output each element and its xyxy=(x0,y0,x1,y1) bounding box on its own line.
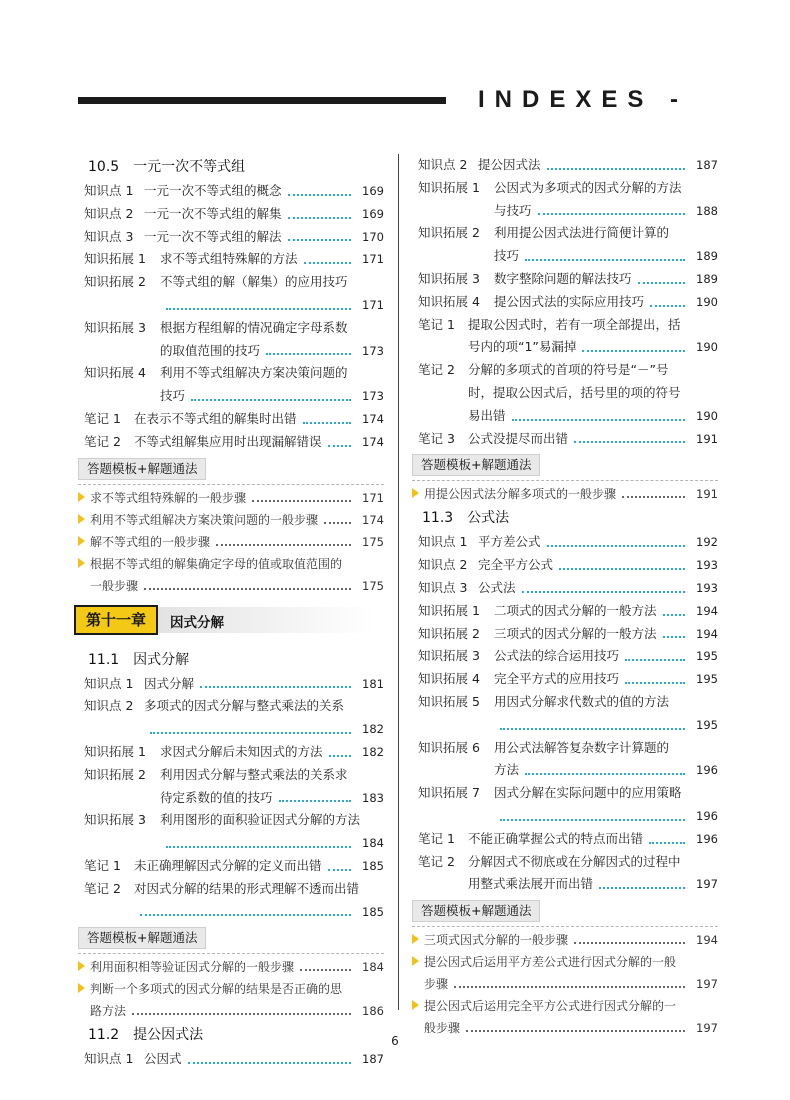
leader-dots xyxy=(574,942,685,944)
leader-dots xyxy=(547,545,685,547)
template-page: 175 xyxy=(362,578,384,593)
entry-page: 196 xyxy=(696,831,718,846)
entry-label: 知识点 2 xyxy=(418,557,468,573)
entry-title: 公式法的综合运用技巧 xyxy=(494,648,620,664)
entry-page: 193 xyxy=(696,580,718,595)
answer-template-badge: 答题模板+解题通法 xyxy=(412,454,540,476)
leader-dots xyxy=(303,422,351,424)
entry-title-cont: 待定系数的值的技巧 xyxy=(160,789,273,805)
entry-title: 根据方程组解的情况确定字母系数 xyxy=(160,319,348,335)
template-title: 判断一个多项式的因式分解的结果是否正确的思 xyxy=(90,982,343,997)
toc-entry[interactable] xyxy=(84,855,384,878)
entry-page: 185 xyxy=(362,858,384,873)
entry-page: 169 xyxy=(362,206,384,221)
toc-entry[interactable] xyxy=(84,180,384,203)
leader-dots xyxy=(500,819,685,821)
toc-entry[interactable] xyxy=(84,741,384,764)
column-divider xyxy=(398,154,399,1010)
triangle-bullet-icon xyxy=(78,536,85,546)
entry-label: 知识拓展 6 xyxy=(418,739,480,755)
entry-label: 知识点 3 xyxy=(84,228,134,244)
entry-page: 187 xyxy=(362,1052,384,1067)
triangle-bullet-icon xyxy=(412,934,419,944)
template-title: 提公因式后运用平方差公式进行因式分解的一般 xyxy=(424,955,677,970)
entry-label: 知识点 1 xyxy=(418,534,468,550)
toc-entry[interactable] xyxy=(84,203,384,226)
entry-title: 用因式分解求代数式的值的方法 xyxy=(494,693,670,709)
leader-dots xyxy=(522,591,685,593)
leader-dots xyxy=(324,522,351,524)
template-title: 根据不等式组的解集确定字母的值或取值范围的 xyxy=(90,556,343,571)
entry-page: 191 xyxy=(696,431,718,446)
entry-label: 知识拓展 1 xyxy=(418,602,480,618)
entry-label: 笔记 2 xyxy=(84,880,121,896)
entry-page: 187 xyxy=(696,158,718,172)
leader-dots xyxy=(252,500,351,502)
entry-title-cont: 时，提取公因式后，括号里的项的符号 xyxy=(468,384,681,400)
page-number: 6 xyxy=(391,1034,399,1048)
entry-title-cont: 方法 xyxy=(494,762,520,778)
leader-dots xyxy=(144,588,351,590)
template-entry[interactable] xyxy=(84,487,384,509)
entry-page: 171 xyxy=(362,297,384,312)
toc-entry[interactable] xyxy=(418,828,718,851)
entry-title: 不能正确掌握公式的特点而出错 xyxy=(468,830,644,846)
template-title-cont: 步骤 xyxy=(424,977,449,992)
leader-dots xyxy=(166,308,351,310)
triangle-bullet-icon xyxy=(78,558,85,568)
leader-dots xyxy=(574,441,685,443)
template-page: 184 xyxy=(362,960,384,975)
entry-label: 笔记 3 xyxy=(418,430,455,446)
toc-entry[interactable] xyxy=(418,782,718,828)
section-heading-11-1: 11.1 因式分解 xyxy=(88,651,190,668)
entry-title: 不等式组解集应用时出现漏解错误 xyxy=(134,433,322,449)
entry-title: 利用图形的面积验证因式分解的方法 xyxy=(160,812,361,828)
leader-dots xyxy=(625,682,685,684)
entry-page: 171 xyxy=(362,252,384,267)
left-column xyxy=(84,154,384,1071)
entry-label: 知识拓展 1 xyxy=(418,179,480,195)
entry-page: 193 xyxy=(696,558,718,573)
template-page: 197 xyxy=(696,977,718,992)
toc-entry[interactable] xyxy=(84,809,384,855)
entry-label: 知识拓展 4 xyxy=(418,293,480,309)
entry-page: 189 xyxy=(696,271,718,286)
leader-dots xyxy=(638,282,685,284)
section-heading-11-2: 11.2 提公因式法 xyxy=(88,1027,204,1044)
template-title: 提公因式后运用完全平方公式进行因式分解的一 xyxy=(424,999,677,1014)
entry-title: 公因式为多项式的因式分解的方法 xyxy=(494,179,682,195)
entry-page: 195 xyxy=(696,672,718,687)
toc-entry[interactable] xyxy=(418,645,718,668)
entry-title: 用公式法解答复杂数字计算题的 xyxy=(494,739,670,755)
entry-title: 一元一次不等式组的解法 xyxy=(144,228,282,244)
leader-dots xyxy=(547,168,685,170)
leader-dots xyxy=(300,969,351,971)
toc-entry[interactable] xyxy=(418,222,718,268)
leader-dots xyxy=(582,350,685,352)
toc-entry[interactable] xyxy=(418,668,718,691)
entry-label: 知识点 1 xyxy=(84,1051,134,1067)
entry-label: 笔记 1 xyxy=(84,410,121,426)
toc-entry[interactable] xyxy=(418,359,718,427)
template-page: 186 xyxy=(362,1004,384,1019)
entry-label: 知识拓展 2 xyxy=(418,625,480,641)
template-page: 171 xyxy=(362,490,384,505)
entry-page: 170 xyxy=(362,229,384,244)
leader-dots xyxy=(538,213,685,215)
toc-entry[interactable] xyxy=(84,362,384,408)
entry-page: 182 xyxy=(362,744,384,759)
template-title: 求不等式组特殊解的一般步骤 xyxy=(90,490,247,505)
leader-dots xyxy=(625,659,685,661)
leader-dots xyxy=(288,194,351,196)
template-title-cont: 一般步骤 xyxy=(90,578,139,593)
entry-title: 分解因式不彻底或在分解因式的过程中 xyxy=(468,853,681,869)
template-title: 三项式因式分解的一般步骤 xyxy=(424,933,569,948)
entry-title: 完全平方公式 xyxy=(478,557,554,573)
toc-entry[interactable] xyxy=(84,695,384,741)
entry-title: 数字整除问题的解法技巧 xyxy=(494,270,632,286)
entry-label: 笔记 1 xyxy=(418,316,455,332)
leader-dots xyxy=(328,869,351,871)
entry-title: 利用因式分解与整式乘法的关系求 xyxy=(160,766,348,782)
triangle-bullet-icon xyxy=(78,961,85,971)
leader-dots xyxy=(188,1062,351,1064)
template-title: 解不等式组的一般步骤 xyxy=(90,534,211,549)
entry-title: 求不等式组特殊解的方法 xyxy=(160,251,298,267)
entry-title: 分解的多项式的首项的符号是“－”号 xyxy=(468,362,669,378)
entry-title: 多项式的因式分解与整式乘法的关系 xyxy=(144,698,345,714)
entry-title: 因式分解 xyxy=(144,675,195,691)
leader-dots xyxy=(216,544,351,546)
entry-title: 在表示不等式组的解集时出错 xyxy=(134,410,297,426)
leader-dots xyxy=(650,305,685,307)
toc-entry[interactable] xyxy=(84,248,384,271)
triangle-bullet-icon xyxy=(78,492,85,502)
template-title: 用提公因式法分解多项式的一般步骤 xyxy=(424,487,617,502)
entry-label: 知识拓展 7 xyxy=(418,785,480,801)
triangle-bullet-icon xyxy=(78,983,85,993)
toc-entry[interactable] xyxy=(84,764,384,810)
triangle-bullet-icon xyxy=(412,488,419,498)
leader-dots xyxy=(304,262,351,264)
entry-label: 知识拓展 3 xyxy=(418,270,480,286)
leader-dots xyxy=(288,239,351,241)
entry-title: 因式分解在实际问题中的应用策略 xyxy=(494,785,682,801)
entry-title: 公式没提尽而出错 xyxy=(468,430,569,446)
entry-label: 笔记 2 xyxy=(418,853,455,869)
toc-entry[interactable] xyxy=(418,577,718,600)
entry-label: 知识拓展 4 xyxy=(418,671,480,687)
entry-page: 192 xyxy=(696,535,718,550)
entry-label: 知识拓展 4 xyxy=(84,365,146,381)
entry-label: 知识点 2 xyxy=(84,698,134,714)
header-title: INDEXES - xyxy=(478,86,689,113)
entry-page: 195 xyxy=(696,649,718,664)
entry-label: 知识点 1 xyxy=(84,675,134,691)
leader-dots xyxy=(166,846,351,848)
leader-dots xyxy=(599,887,685,889)
entry-page: 190 xyxy=(696,408,718,423)
template-title-cont: 路方法 xyxy=(90,1004,127,1019)
toc-entry[interactable] xyxy=(84,1048,384,1071)
toc-entry[interactable] xyxy=(418,314,718,360)
entry-label: 知识拓展 3 xyxy=(84,812,146,828)
leader-dots xyxy=(512,419,685,421)
entry-page: 174 xyxy=(362,434,384,449)
toc-entry[interactable] xyxy=(418,291,718,314)
entry-label: 知识拓展 5 xyxy=(418,693,480,709)
toc-entry[interactable] xyxy=(418,531,718,554)
leader-dots xyxy=(132,1013,351,1015)
template-page: 175 xyxy=(362,534,384,549)
entry-title-cont: 与技巧 xyxy=(494,202,532,218)
entry-label: 笔记 1 xyxy=(418,830,455,846)
entry-label: 知识拓展 1 xyxy=(84,743,146,759)
template-page: 197 xyxy=(696,1021,718,1036)
leader-dots xyxy=(663,636,685,638)
entry-label: 知识拓展 3 xyxy=(418,648,480,664)
right-column xyxy=(418,154,718,1039)
entry-title: 不等式组的解（解集）的应用技巧 xyxy=(160,274,348,290)
section-heading-10-5: 10.5 一元一次不等式组 xyxy=(88,159,246,175)
template-title: 利用面积相等验证因式分解的一般步骤 xyxy=(90,960,295,975)
triangle-bullet-icon xyxy=(78,514,85,524)
entry-label: 笔记 2 xyxy=(418,362,455,378)
entry-label: 知识点 1 xyxy=(84,183,134,198)
template-title-cont: 般步骤 xyxy=(424,1021,461,1036)
toc-entry[interactable] xyxy=(418,268,718,291)
leader-dots xyxy=(500,728,685,730)
entry-page: 174 xyxy=(362,411,384,426)
toc-entry[interactable] xyxy=(418,428,718,451)
dashed-rule xyxy=(412,926,718,927)
entry-title: 提取公因式时，若有一项全部提出，括 xyxy=(468,316,681,332)
entry-title-cont: 技巧 xyxy=(160,388,186,404)
toc-entry[interactable] xyxy=(84,317,384,363)
template-entry[interactable] xyxy=(84,531,384,553)
entry-title-cont: 的取值范围的技巧 xyxy=(160,342,261,358)
chapter-label: 第十一章 xyxy=(74,605,158,635)
toc-entry[interactable] xyxy=(84,226,384,249)
toc-entry[interactable] xyxy=(418,554,718,577)
section-heading-11-3: 11.3 公式法 xyxy=(422,510,510,527)
entry-label: 笔记 1 xyxy=(84,857,121,873)
toc-entry[interactable] xyxy=(84,878,384,924)
entry-title: 提公因式法的实际应用技巧 xyxy=(494,293,645,309)
entry-title: 利用不等式组解决方案决策问题的 xyxy=(160,365,348,381)
toc-entry[interactable] xyxy=(84,271,384,317)
entry-label: 知识拓展 3 xyxy=(84,319,146,335)
entry-title: 完全平方式的应用技巧 xyxy=(494,671,620,687)
entry-title-cont: 易出错 xyxy=(468,407,506,423)
entry-title: 公因式 xyxy=(144,1051,182,1067)
entry-title: 三项式的因式分解的一般方法 xyxy=(494,625,657,641)
leader-dots xyxy=(288,217,351,219)
answer-template-badge: 答题模板+解题通法 xyxy=(78,927,206,949)
toc-entry[interactable] xyxy=(418,177,718,223)
toc-entry[interactable] xyxy=(84,673,384,696)
triangle-bullet-icon xyxy=(412,1000,419,1010)
toc-entry[interactable] xyxy=(418,851,718,897)
answer-template-badge: 答题模板+解题通法 xyxy=(412,900,540,922)
template-page: 191 xyxy=(696,487,718,502)
entry-page: 196 xyxy=(696,763,718,778)
entry-label: 知识拓展 2 xyxy=(84,766,146,782)
leader-dots xyxy=(622,496,685,498)
leader-dots xyxy=(559,568,685,570)
entry-label: 笔记 2 xyxy=(84,433,121,449)
template-entry[interactable] xyxy=(418,951,718,995)
header-rule xyxy=(78,97,446,104)
toc-entry[interactable] xyxy=(418,623,718,646)
leader-dots xyxy=(454,986,685,988)
template-entry[interactable] xyxy=(418,995,718,1039)
leader-dots xyxy=(329,755,351,757)
entry-title: 平方差公式 xyxy=(478,534,541,550)
entry-label: 知识拓展 1 xyxy=(84,251,146,267)
entry-label: 知识点 3 xyxy=(418,579,468,595)
leader-dots xyxy=(525,259,685,261)
toc-entry[interactable] xyxy=(418,600,718,623)
entry-title: 一元一次不等式组的概念 xyxy=(144,183,282,198)
entry-title-cont: 技巧 xyxy=(494,248,520,264)
entry-page: 194 xyxy=(696,626,718,641)
entry-page: 183 xyxy=(362,790,384,805)
entry-title: 公式法 xyxy=(478,579,516,595)
leader-dots xyxy=(663,614,685,616)
entry-title-cont: 用整式乘法展开而出错 xyxy=(468,876,594,892)
toc-entry[interactable] xyxy=(418,154,718,177)
entry-title: 一元一次不等式组的解集 xyxy=(144,205,282,221)
entry-page: 173 xyxy=(362,389,384,404)
leader-dots xyxy=(466,1030,685,1032)
entry-title: 未正确理解因式分解的定义而出错 xyxy=(134,857,322,873)
entry-page: 197 xyxy=(696,877,718,892)
template-page: 194 xyxy=(696,933,718,948)
leader-dots xyxy=(150,732,351,734)
entry-page: 190 xyxy=(696,294,718,309)
triangle-bullet-icon xyxy=(412,956,419,966)
template-title: 利用不等式组解决方案决策问题的一般步骤 xyxy=(90,512,319,527)
chapter-title: 因式分解 xyxy=(170,614,224,631)
toc-entry[interactable] xyxy=(84,408,384,431)
template-entry[interactable] xyxy=(418,929,718,951)
dashed-rule xyxy=(412,480,718,481)
dashed-rule xyxy=(78,484,384,485)
entry-label: 知识拓展 2 xyxy=(84,274,146,290)
template-page: 174 xyxy=(362,512,384,527)
dashed-rule xyxy=(78,953,384,954)
entry-page: 185 xyxy=(362,904,384,919)
entry-title: 利用提公因式法进行简便计算的 xyxy=(494,225,670,241)
entry-title: 求因式分解后未知因式的方法 xyxy=(160,743,323,759)
leader-dots xyxy=(328,445,351,447)
template-entry[interactable] xyxy=(84,553,384,597)
entry-page: 184 xyxy=(362,836,384,851)
chapter-banner xyxy=(74,605,384,637)
entry-title: 对因式分解的结果的形式理解不透而出错 xyxy=(134,880,360,896)
entry-page: 169 xyxy=(362,184,384,198)
template-entry[interactable] xyxy=(84,956,384,978)
entry-page: 182 xyxy=(362,722,384,737)
template-entry[interactable] xyxy=(84,978,384,1022)
toc-entry[interactable] xyxy=(418,737,718,783)
toc-entry[interactable] xyxy=(418,691,718,737)
answer-template-badge: 答题模板+解题通法 xyxy=(78,458,206,480)
toc-entry[interactable] xyxy=(84,431,384,454)
leader-dots xyxy=(266,353,351,355)
leader-dots xyxy=(649,842,685,844)
entry-page: 181 xyxy=(362,676,384,691)
entry-page: 195 xyxy=(696,717,718,732)
leader-dots xyxy=(191,399,351,401)
entry-title-cont: 号内的项“1”易漏掉 xyxy=(468,339,577,355)
leader-dots xyxy=(279,800,351,802)
entry-label: 知识拓展 2 xyxy=(418,225,480,241)
leader-dots xyxy=(525,773,685,775)
leader-dots xyxy=(140,914,351,916)
entry-page: 188 xyxy=(696,203,718,218)
entry-label: 知识点 2 xyxy=(84,205,134,221)
entry-page: 196 xyxy=(696,808,718,823)
entry-title: 提公因式法 xyxy=(478,157,541,172)
template-entry[interactable] xyxy=(84,509,384,531)
entry-title: 二项式的因式分解的一般方法 xyxy=(494,602,657,618)
entry-page: 189 xyxy=(696,249,718,264)
entry-page: 194 xyxy=(696,603,718,618)
entry-label: 知识点 2 xyxy=(418,157,468,172)
entry-page: 173 xyxy=(362,343,384,358)
leader-dots xyxy=(200,686,351,688)
entry-page: 190 xyxy=(696,340,718,355)
template-entry[interactable] xyxy=(418,483,718,505)
